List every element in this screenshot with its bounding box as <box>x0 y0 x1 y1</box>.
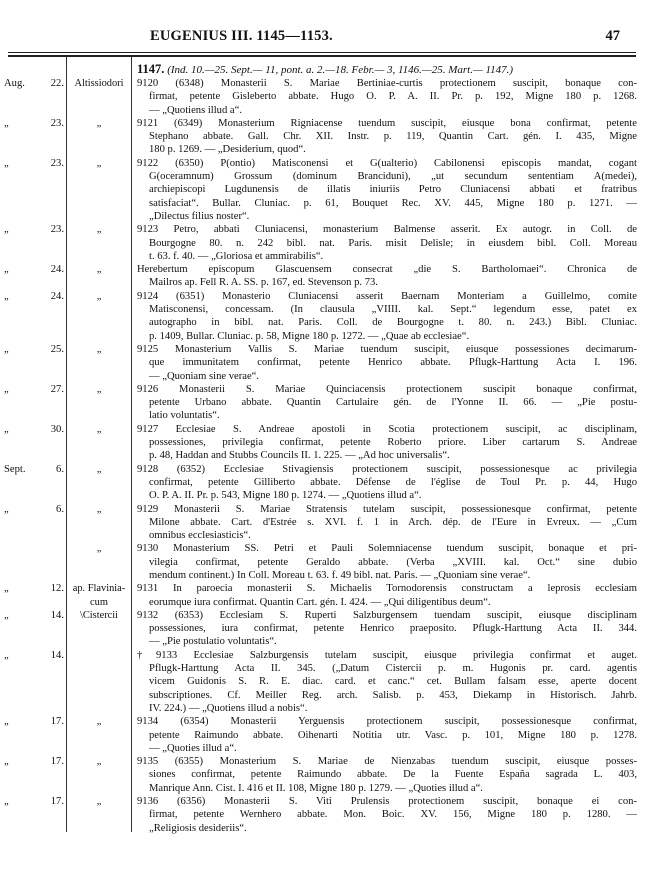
entry-text-line: 9132 (6353) Ecclesiam S. Ruperti Salzburgensem tuendam suscipit, eiusque disciplinam <box>137 609 637 621</box>
entry-day: 17. <box>50 716 64 728</box>
entry-text-line: 9127 Ecclesiae S. Andreae apostoli in Scotia protectionem suscipit, ac disciplinam, <box>137 423 637 435</box>
entry-place-line: ap. Flavinia- <box>72 583 126 595</box>
entry-place-line: „ <box>96 463 102 475</box>
entry-day: 6. <box>56 463 64 475</box>
entry-text <box>137 77 637 117</box>
entry-day: 23. <box>50 117 64 129</box>
entry-place-line: „ <box>96 117 102 129</box>
entry-month: „ <box>4 583 9 595</box>
entry-day: 25. <box>50 343 64 355</box>
entry-day: 6. <box>56 503 64 515</box>
register-entry <box>0 223 650 263</box>
entry-day: 14. <box>50 609 64 621</box>
entry-text <box>137 223 637 263</box>
entry-text-line: IV. 224.) — „Quotiens illud a nobis“. <box>149 702 308 714</box>
entry-text-line: 9131 In paroecia monasterii S. Michaelis Tornodorensis constructam a leprosis ecclesiam <box>137 583 637 595</box>
page-number: 47 <box>605 28 620 44</box>
entry-text-line: — „Quoniam sine verae“. <box>149 370 260 382</box>
entry-text <box>137 503 637 543</box>
entry-month: Sept. <box>4 463 26 475</box>
entry-text-line: possessiones, privilegia confirmat, petente Roberto priore. Liber cartarum S. Andreae <box>149 437 637 449</box>
entry-text-line: †9133 Ecclesiae Salzburgensis tutelam suscipit, eiusque privilegia confirmat et auget. <box>137 649 637 661</box>
entry-text-line: Mailros ap. Fell R. A. SS. p. 167, ed. Stevenson p. 73. <box>149 277 378 289</box>
register-entry <box>0 77 650 117</box>
entry-place-line: „ <box>96 264 102 276</box>
entry-month: „ <box>4 716 9 728</box>
entry-text-line: Herebertum episcopum Glascuensem consecrat „die S. Bartholomaei“. Chronica de <box>137 264 637 276</box>
register-entry <box>0 715 650 755</box>
entry-day: 17. <box>50 796 64 808</box>
entry-month: „ <box>4 423 9 435</box>
entry-text <box>137 423 637 463</box>
entry-day: 23. <box>50 224 64 236</box>
entry-place <box>68 715 130 728</box>
entry-text <box>137 755 637 795</box>
entry-text-line: 9125 Monasterium Vallis S. Mariae tuendum suscipit, eiusque possessiones decimarum- <box>137 343 637 355</box>
entry-text <box>137 609 637 649</box>
entry-text-line: 9136 (6356) Monasterii S. Viti Prulensis protectionem suscipit, bonaque ei con- <box>137 796 637 808</box>
entry-month: „ <box>4 264 9 276</box>
entry-month: „ <box>4 343 9 355</box>
register-entry <box>0 117 650 157</box>
register-entry <box>0 343 650 383</box>
entry-place <box>68 503 130 516</box>
year-heading-number: 1147. <box>137 62 165 76</box>
entry-text-line: Pflugk-Harttung Acta II. 345. („Datum Cistercii p. m. Hugonis pr. card. agentis <box>149 663 637 675</box>
entry-place-line: „ <box>96 503 102 515</box>
entry-place <box>68 542 130 555</box>
entry-text <box>137 715 637 755</box>
entry-month: „ <box>4 290 9 302</box>
entry-day: 27. <box>50 383 64 395</box>
entry-place-line: „ <box>96 343 102 355</box>
entry-place <box>68 383 130 396</box>
entry-place <box>68 755 130 768</box>
register-entry <box>0 755 650 795</box>
entry-day: 12. <box>50 583 64 595</box>
register-entry <box>0 649 650 715</box>
entry-text <box>137 263 637 290</box>
entry-place <box>68 263 130 276</box>
entry-text-line: 9128 (6352) Ecclesiae Stivagiensis protectionem suscipit, possessionesque ac privilegia <box>137 463 637 475</box>
entry-place <box>68 223 130 236</box>
entry-text-line: G(oceramnum) Grossum (dominum Branciduni), „ut secundum sententiam A(medei), <box>149 171 637 183</box>
register-entry <box>0 290 650 343</box>
entry-text <box>137 582 637 609</box>
entry-place <box>68 795 130 808</box>
entry-text-line: vicem Guidonis S. R. E. diac. card. et canc.“ cet. Bullam falsam esse, aperte docent <box>149 676 637 688</box>
entry-place-line: „ <box>96 423 102 435</box>
entry-text-line: „Religiosis desideriis“. <box>149 822 247 834</box>
entry-text-line: p. 1409, Bullar. Cluniac. p. 58, Migne 180 p. 1272. — „Quae ab ecclesiae“. <box>149 330 470 342</box>
entry-text-line: 9121 (6349) Monasterium Rigniacense tuendum suscipit, eiusque bona confirmat, petente <box>137 117 637 129</box>
entry-text-line: — „Pie postulatio voluntatis“. <box>149 636 277 648</box>
entry-month: „ <box>4 503 9 515</box>
entry-text-line: omnibus ecclesiasticis“. <box>149 530 251 542</box>
entry-place <box>68 77 130 90</box>
entry-month: „ <box>4 756 9 768</box>
entry-text-line: 9120 (6348) Monasterii S. Mariae Bertiniae-curtis protectionem suscipit, bonaque con- <box>137 78 637 89</box>
entry-text <box>137 795 637 835</box>
entry-day: 24. <box>50 290 64 302</box>
entry-text-line: Matisconensi, concessam. (In clausula „VIIII. kal. Sept.“ legendum esse, patet ex <box>149 304 637 316</box>
entry-text-line: petente Raimundo abbate. Oihenarti Notitia utr. Vasc. p. 101, Migne 180 p. 1278. <box>149 729 637 741</box>
entry-month: „ <box>4 383 9 395</box>
entry-text-line: O. P. A. II. Pr. p. 543, Migne 180 p. 1274. — „Quotiens illud a“. <box>149 490 422 502</box>
entry-place <box>68 463 130 476</box>
entry-place-line: „ <box>96 756 102 768</box>
entry-month: „ <box>4 649 9 661</box>
entry-text-line: Milone abbate. Cart. d'Estrée s. XVI. f. 1 in Arch. dép. de l'Eure in Evreux. — „Cum <box>149 516 637 528</box>
entry-day: 22. <box>50 78 64 89</box>
entry-place-line: cum <box>90 596 108 608</box>
entry-text-line: que immunitatem confirmat, petente Henrico abbate. Pflugk-Harttung Acta I. 196. <box>149 357 637 369</box>
entry-text <box>137 290 637 343</box>
entry-text-line: mendum continent.) In Coll. Moreau t. 63. f. 49 bibl. nat. Paris. — „Quoniam sine verae“. <box>149 569 531 581</box>
entry-text <box>137 542 637 582</box>
entry-text-line: 9130 Monasterium SS. Petri et Pauli Solemniacense tuendum suscipit, bonaque et pri- <box>137 543 637 555</box>
header-rule <box>8 52 636 53</box>
entry-text-line: — „Quotiens illud a“. <box>149 104 242 116</box>
entry-text-line: firmat, petente Wernhero abbate. Mon. Boic. XV. 156, Migne 180 p. 1280. — <box>149 809 637 821</box>
register-entry <box>0 383 650 423</box>
entry-place <box>68 423 130 436</box>
entry-place-line: „ <box>96 290 102 302</box>
entry-text-line: p. 48, Haddan and Stubbs Councils II. 1. 225. — „Ad hoc universalis“. <box>149 450 450 462</box>
entry-text-line: 9134 (6354) Monasterii Yerguensis protectionem suscipit, possessionesque confirmat, <box>137 716 637 728</box>
entry-text <box>137 383 637 423</box>
entry-text <box>137 649 637 715</box>
entry-text-line: eorumque iura confirmat. Quantin Cart. gén. I. 424. — „Qui diligentibus deum“. <box>149 596 491 608</box>
entry-text-line: „Dilectus filius noster“. <box>149 210 250 222</box>
entry-text <box>137 343 637 383</box>
entry-place-line: „ <box>96 716 102 728</box>
entry-text-line: 180 p. 1269. — „Desiderium, quod“. <box>149 144 306 156</box>
year-heading <box>137 62 513 77</box>
header-rule-thick <box>8 55 636 57</box>
entry-month: Aug. <box>4 78 25 89</box>
entry-text-line: firmat, petente Gisleberto abbate. Hugo O. P. A. II. Pr. p. 192, Migne 180 p. 1268. <box>149 91 637 103</box>
entry-day: 17. <box>50 756 64 768</box>
entry-month: „ <box>4 157 9 169</box>
entry-place <box>68 609 130 622</box>
register-entry <box>0 157 650 223</box>
register-entry <box>0 463 650 503</box>
register-entries <box>0 77 650 835</box>
entry-month: „ <box>4 796 9 808</box>
register-entry <box>0 503 650 543</box>
entry-text-line: petente Urbano abbate. Quantin Cartulaire gén. de l'Yonne II. 66. — „Pie postu- <box>149 397 637 409</box>
entry-day: 14. <box>50 649 64 661</box>
running-title: EUGENIUS III. 1145—1153. <box>150 28 333 44</box>
entry-text-line: subscriptiones. Cf. Meiller Reg. arch. Salisb. p. 453, Diekamp in Historisch. Jahrb. <box>149 689 637 701</box>
year-heading-text: (Ind. 10.—25. Sept.— 11, pont. a. 2.—18. Febr.— 3, 1146.—25. Mart.— 1147.) <box>167 64 514 76</box>
entry-place-line: „ <box>96 157 102 169</box>
entry-day: 23. <box>50 157 64 169</box>
entry-month: „ <box>4 117 9 129</box>
entry-text-line: 9129 Monasterii S. Mariae Stratensis tutelam suscipit, possessionesque confirmat, petente <box>137 503 637 515</box>
register-entry <box>0 423 650 463</box>
entry-place-line: „ <box>96 543 102 555</box>
register-entry <box>0 582 650 609</box>
entry-day: 30. <box>50 423 64 435</box>
entry-place-line: „ <box>96 383 102 395</box>
entry-place <box>68 290 130 303</box>
register-entry <box>0 795 650 835</box>
entry-text-line: 9124 (6351) Monasterio Cluniacensi asserit Baernam Monteriam a Guillelmo, comite <box>137 290 637 302</box>
entry-text-line: vilegia confirmat, petente Geraldo abbate. (Verba „XVIII. kal. Oct.“ sine dubio <box>149 556 637 568</box>
entry-place-line: „ <box>96 796 102 808</box>
entry-text-line: siones confirmat, petente Raimundo abbate. De la Fuente España sagrada L. 403, <box>149 769 637 781</box>
entry-text-line: 9135 (6355) Monasterium S. Mariae de Nienzabas tuendum suscipit, eiusque posses- <box>137 756 637 768</box>
register-entry <box>0 542 650 582</box>
entry-text-line: — „Quoties illud a“. <box>149 742 237 754</box>
entry-text-line: 9123 Petro, abbati Cluniacensi, monasterium Balmense asserit. Ex autogr. in Coll. de <box>137 224 637 236</box>
entry-place <box>68 157 130 170</box>
entry-text <box>137 463 637 503</box>
entry-text-line: autographo in bibl. nat. Paris. Coll. de Bourgogne t. 80. n. 243.) Bibl. Cluniac. <box>149 317 637 329</box>
entry-place <box>68 582 130 609</box>
register-entry <box>0 263 650 290</box>
entry-text-line: latio voluntatis“. <box>149 410 220 422</box>
entry-text <box>137 157 637 223</box>
entry-text-line: Stephano abbate. Gall. Chr. XII. Instr. p. 119, Quantin Cart. gén. I. 435, Migne <box>149 131 637 143</box>
entry-text <box>137 117 637 157</box>
entry-text-line: confirmat, petente Gilliberto abbate. Défense de l'église de Toul Pr. p. 44, Hugo <box>149 476 637 488</box>
entry-day: 24. <box>50 264 64 276</box>
entry-month: „ <box>4 609 9 621</box>
entry-place <box>68 343 130 356</box>
entry-text-line: t. 63. f. 40. — „Gloriosa et ammirabilis“. <box>149 250 324 262</box>
entry-place <box>68 117 130 130</box>
entry-text-line: 9126 Monasterii S. Mariae Quinciacensis protectionem suscipit bonaque confirmat, <box>137 383 637 395</box>
entry-place-line: Altissiodori <box>74 78 124 89</box>
entry-text-line: possessiones, iura confirmat, petente Henrico praeposito. Pflugk-Harttung Acta II. 344. <box>149 623 637 635</box>
entry-month: „ <box>4 224 9 236</box>
running-header <box>0 28 650 46</box>
entry-text-line: archiepiscopi Lugdunensis de illatis iniuriis Petro Cluniacensi abbati et fratribus <box>149 184 637 196</box>
entry-place-line: \Cistercii <box>79 609 119 621</box>
entry-text-line: 9122 (6350) P(ontio) Matisconensi et G(ualterio) Cabilonensi episcopis mandat, cogant <box>137 157 637 169</box>
register-entry <box>0 609 650 649</box>
entry-place-line: „ <box>96 224 102 236</box>
entry-text-line: Manrique Ann. Cist. I. 416 et II. 108, Migne 180 p. 1279. — „Quoties illud a“. <box>149 782 483 794</box>
entry-text-line: satisfaciat“. Bullar. Cluniac. p. 61, Bouquet Rec. XV. 445, Migne 180 p. 1271. — <box>149 197 637 209</box>
entry-text-line: Bourgogne 80. n. 242 bibl. nat. Paris. misit Delisle; in eiusdem bibl. Coll. Moreau <box>149 237 637 249</box>
